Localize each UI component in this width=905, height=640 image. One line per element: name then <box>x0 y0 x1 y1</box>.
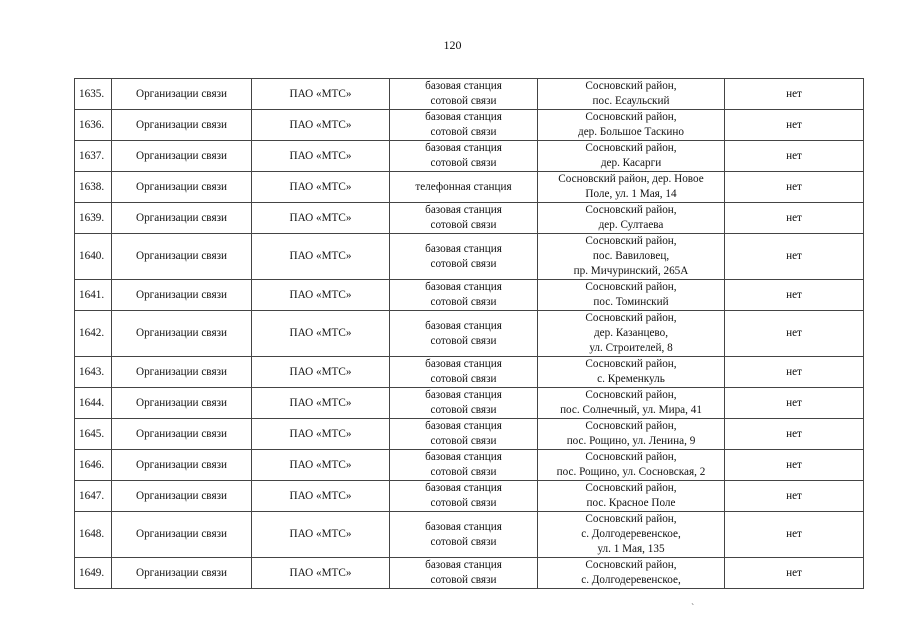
row-number-cell: 1642. <box>75 311 112 357</box>
organization-cell: ПАО «МТС» <box>252 172 390 203</box>
organization-cell: ПАО «МТС» <box>252 450 390 481</box>
organization-cell: ПАО «МТС» <box>252 512 390 558</box>
address-cell-line: дер. Казанцево, <box>593 327 669 339</box>
table-row <box>75 141 864 172</box>
category-cell: Организации связи <box>112 280 252 311</box>
object-cell <box>390 311 538 357</box>
category-cell: Организации связи <box>112 311 252 357</box>
object-cell-line: сотовой связи <box>430 535 497 548</box>
address-cell <box>538 311 725 357</box>
flag-cell: нет <box>725 419 864 450</box>
address-cell <box>538 357 725 388</box>
address-cell-line: пос. Красное Поле <box>586 497 676 509</box>
object-cell-line: базовая станция <box>425 80 502 92</box>
object-cell-line: базовая станция <box>425 482 502 494</box>
table-row <box>75 388 864 419</box>
object-cell-line: базовая станция <box>425 389 502 401</box>
object-cell <box>390 79 538 110</box>
organization-cell: ПАО «МТС» <box>252 110 390 141</box>
object-cell <box>390 141 538 172</box>
table-row <box>75 172 864 203</box>
flag-cell: нет <box>725 558 864 589</box>
object-cell <box>390 419 538 450</box>
registry-table-body <box>75 79 864 589</box>
object-cell <box>390 234 538 280</box>
object-cell-line: сотовой связи <box>430 334 497 347</box>
address-cell-line: Сосновский район, <box>585 559 677 571</box>
category-cell: Организации связи <box>112 234 252 280</box>
object-cell-line: сотовой связи <box>430 466 497 478</box>
object-cell-line: сотовой связи <box>430 157 497 169</box>
organization-cell: ПАО «МТС» <box>252 419 390 450</box>
flag-cell: нет <box>725 450 864 481</box>
row-number-cell: 1645. <box>75 419 112 450</box>
category-cell: Организации связи <box>112 512 252 558</box>
table-row <box>75 558 864 589</box>
row-number-cell: 1636. <box>75 110 112 141</box>
object-cell <box>390 280 538 311</box>
object-cell-line: сотовой связи <box>430 219 497 231</box>
organization-cell: ПАО «МТС» <box>252 234 390 280</box>
object-cell-line: базовая станция <box>425 281 502 293</box>
object-cell <box>390 450 538 481</box>
table-row <box>75 203 864 234</box>
object-cell-line: сотовой связи <box>430 373 497 385</box>
registry-table <box>74 78 864 589</box>
object-cell-line: базовая станция <box>425 451 502 463</box>
row-number-cell: 1635. <box>75 79 112 110</box>
stray-mark: ` <box>691 603 695 614</box>
address-cell-line: ул. 1 Мая, 135 <box>597 543 665 555</box>
object-cell-line: базовая станция <box>425 204 502 216</box>
organization-cell: ПАО «МТС» <box>252 79 390 110</box>
address-cell <box>538 481 725 512</box>
organization-cell: ПАО «МТС» <box>252 357 390 388</box>
address-cell-line: пос. Солнечный, ул. Мира, 41 <box>560 404 702 416</box>
object-cell-line: базовая станция <box>425 242 502 255</box>
flag-cell: нет <box>725 172 864 203</box>
category-cell: Организации связи <box>112 203 252 234</box>
address-cell-line: Сосновский район, <box>585 420 677 432</box>
flag-cell: нет <box>725 203 864 234</box>
address-cell-line: пос. Вавиловец, <box>592 250 670 262</box>
page-number: 120 <box>443 38 462 52</box>
organization-cell: ПАО «МТС» <box>252 280 390 311</box>
address-cell <box>538 450 725 481</box>
object-cell-line: базовая станция <box>425 520 502 533</box>
table-row <box>75 234 864 280</box>
category-cell: Организации связи <box>112 110 252 141</box>
object-cell <box>390 110 538 141</box>
organization-cell: ПАО «МТС» <box>252 311 390 357</box>
organization-cell: ПАО «МТС» <box>252 203 390 234</box>
address-cell <box>538 388 725 419</box>
row-number-cell: 1643. <box>75 357 112 388</box>
flag-cell: нет <box>725 512 864 558</box>
address-cell-line: пос. Рощино, ул. Сосновская, 2 <box>556 466 706 478</box>
flag-cell: нет <box>725 110 864 141</box>
table-row <box>75 512 864 558</box>
organization-cell: ПАО «МТС» <box>252 388 390 419</box>
address-cell <box>538 172 725 203</box>
row-number-cell: 1644. <box>75 388 112 419</box>
address-cell-line: Сосновский район, <box>585 80 677 92</box>
address-cell <box>538 203 725 234</box>
object-cell-line: базовая станция <box>425 111 502 123</box>
address-cell-line: с. Долгодеревенское, <box>581 528 681 540</box>
object-cell <box>390 558 538 589</box>
address-cell-line: дер. Касарги <box>600 157 662 169</box>
object-cell-line: сотовой связи <box>430 257 497 270</box>
object-cell-line: сотовой связи <box>430 404 497 416</box>
address-cell-line: Сосновский район, <box>585 451 677 463</box>
address-cell-line: Сосновский район, <box>585 142 677 154</box>
table-row <box>75 79 864 110</box>
address-cell <box>538 234 725 280</box>
address-cell-line: Сосновский район, <box>585 111 677 123</box>
object-cell-line: базовая станция <box>425 319 502 332</box>
object-cell <box>390 481 538 512</box>
object-cell <box>390 203 538 234</box>
address-cell-line: Сосновский район, <box>585 482 677 494</box>
row-number-cell: 1649. <box>75 558 112 589</box>
table-row <box>75 311 864 357</box>
address-cell <box>538 141 725 172</box>
row-number-cell: 1647. <box>75 481 112 512</box>
address-cell-line: Сосновский район, <box>585 389 677 401</box>
object-cell-line: сотовой связи <box>430 126 497 138</box>
object-cell-line: сотовой связи <box>430 296 497 308</box>
table-row <box>75 280 864 311</box>
address-cell-line: пос. Рощино, ул. Ленина, 9 <box>566 435 696 447</box>
object-cell-line: сотовой связи <box>430 435 497 447</box>
address-cell-line: Сосновский район, <box>585 204 677 216</box>
object-cell-line: сотовой связи <box>430 497 497 509</box>
address-cell-line: Сосновский район, <box>585 513 677 525</box>
organization-cell: ПАО «МТС» <box>252 141 390 172</box>
object-cell <box>390 172 538 203</box>
row-number-cell: 1640. <box>75 234 112 280</box>
category-cell: Организации связи <box>112 450 252 481</box>
address-cell-line: Поле, ул. 1 Мая, 14 <box>585 188 677 200</box>
table-row <box>75 357 864 388</box>
address-cell-line: ул. Строителей, 8 <box>589 342 673 354</box>
flag-cell: нет <box>725 481 864 512</box>
row-number-cell: 1648. <box>75 512 112 558</box>
address-cell-line: Сосновский район, <box>585 235 677 247</box>
category-cell: Организации связи <box>112 141 252 172</box>
flag-cell: нет <box>725 311 864 357</box>
flag-cell: нет <box>725 280 864 311</box>
address-cell <box>538 280 725 311</box>
address-cell-line: Сосновский район, <box>585 281 677 293</box>
object-cell <box>390 388 538 419</box>
object-cell-line: базовая станция <box>425 358 502 370</box>
row-number-cell: 1638. <box>75 172 112 203</box>
object-cell-line: базовая станция <box>425 420 502 432</box>
flag-cell: нет <box>725 357 864 388</box>
category-cell: Организации связи <box>112 558 252 589</box>
address-cell-line: пос. Томинский <box>593 296 669 308</box>
row-number-cell: 1639. <box>75 203 112 234</box>
category-cell: Организации связи <box>112 79 252 110</box>
category-cell: Организации связи <box>112 388 252 419</box>
organization-cell: ПАО «МТС» <box>252 558 390 589</box>
flag-cell: нет <box>725 234 864 280</box>
row-number-cell: 1637. <box>75 141 112 172</box>
address-cell <box>538 512 725 558</box>
address-cell-line: дер. Большое Таскино <box>578 126 684 138</box>
object-cell-line: телефонная станция <box>415 180 512 193</box>
category-cell: Организации связи <box>112 419 252 450</box>
address-cell-line: Сосновский район, дер. Новое <box>558 173 704 185</box>
flag-cell: нет <box>725 79 864 110</box>
flag-cell: нет <box>725 388 864 419</box>
address-cell-line: Сосновский район, <box>585 358 677 370</box>
object-cell-line: базовая станция <box>425 142 502 154</box>
table-row <box>75 481 864 512</box>
address-cell-line: с. Кременкуль <box>597 373 665 385</box>
object-cell <box>390 512 538 558</box>
object-cell-line: сотовой связи <box>430 574 497 586</box>
address-cell <box>538 558 725 589</box>
address-cell-line: пос. Есаульский <box>592 95 670 107</box>
table-row <box>75 419 864 450</box>
category-cell: Организации связи <box>112 481 252 512</box>
table-row <box>75 110 864 141</box>
object-cell-line: сотовой связи <box>430 95 497 107</box>
flag-cell: нет <box>725 141 864 172</box>
address-cell <box>538 110 725 141</box>
row-number-cell: 1646. <box>75 450 112 481</box>
address-cell-line: дер. Султаева <box>598 219 664 231</box>
category-cell: Организации связи <box>112 357 252 388</box>
address-cell-line: пр. Мичуринский, 265А <box>573 265 689 277</box>
object-cell <box>390 357 538 388</box>
table-row <box>75 450 864 481</box>
category-cell: Организации связи <box>112 172 252 203</box>
organization-cell: ПАО «МТС» <box>252 481 390 512</box>
address-cell-line: Сосновский район, <box>585 312 677 324</box>
row-number-cell: 1641. <box>75 280 112 311</box>
object-cell-line: базовая станция <box>425 559 502 571</box>
address-cell-line: с. Долгодеревенское, <box>581 574 681 586</box>
address-cell <box>538 79 725 110</box>
address-cell <box>538 419 725 450</box>
